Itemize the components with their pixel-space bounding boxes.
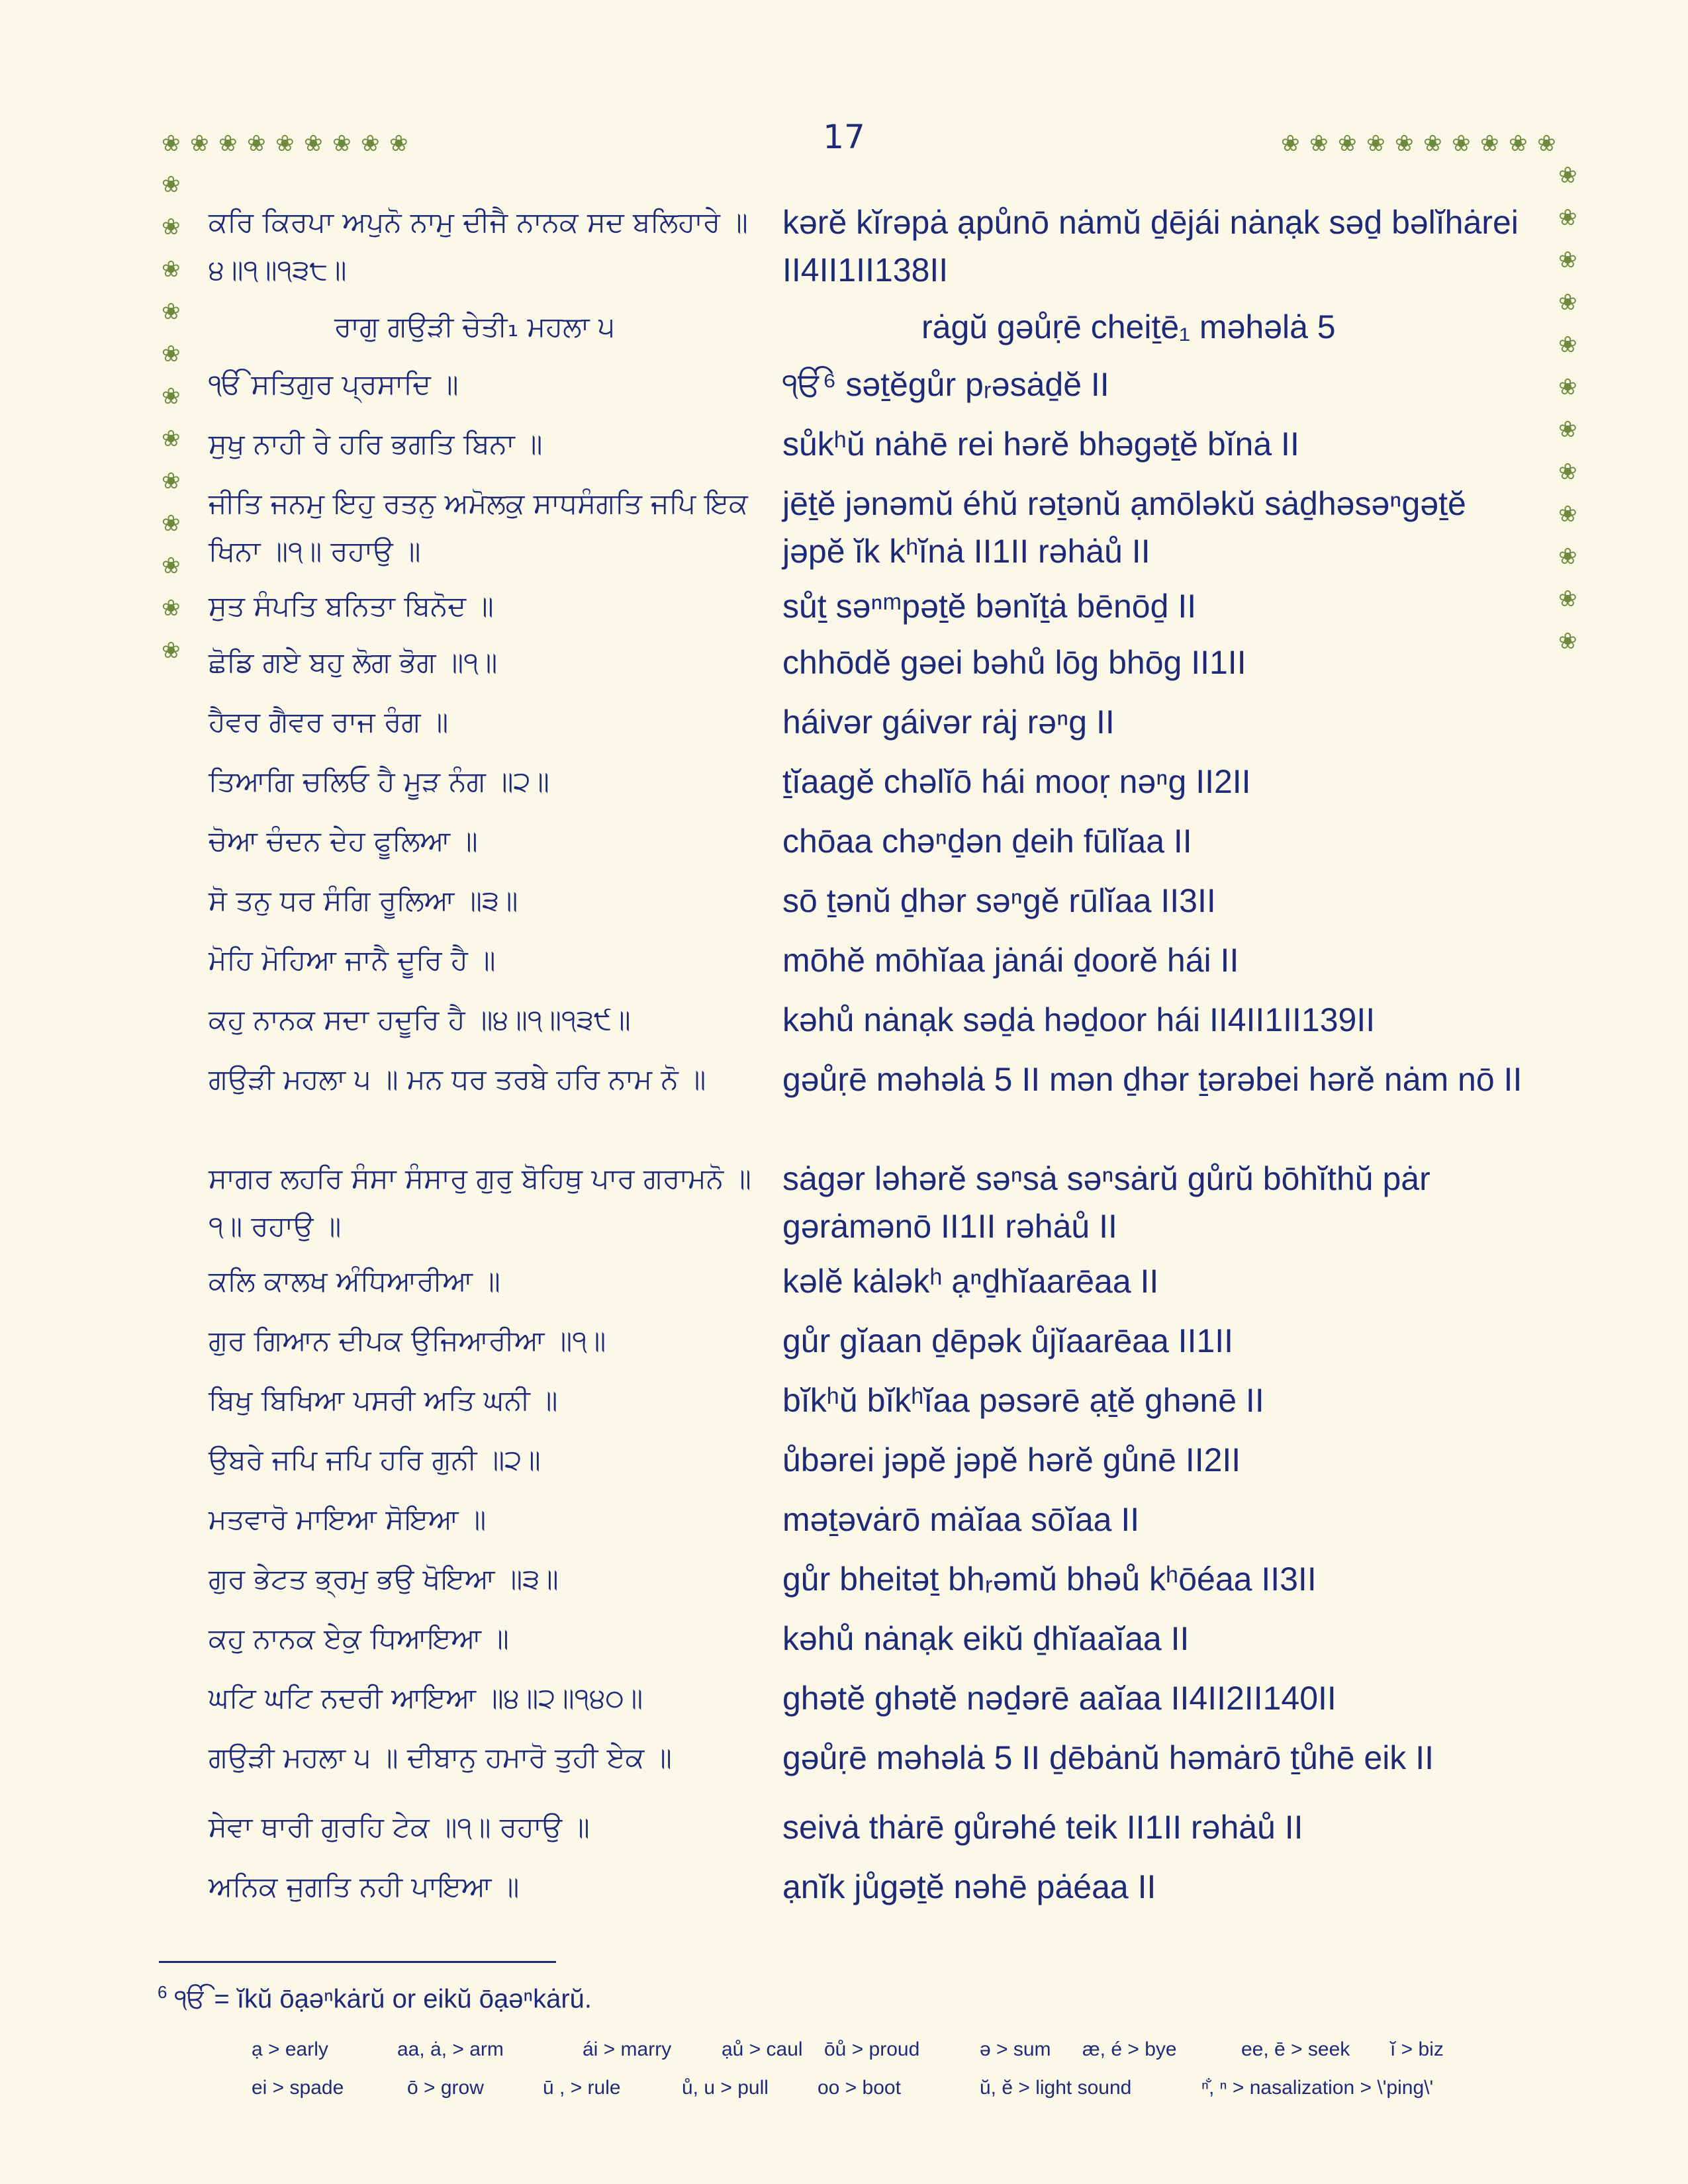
verse-line	[0, 698, 1688, 746]
key-entry: ōů > proud	[824, 2038, 920, 2060]
footnote	[158, 1982, 592, 2014]
key-entry: ū , > rule	[543, 2077, 621, 2099]
flower-icon: ❀	[247, 130, 266, 157]
flower-icon: ❀	[1558, 416, 1577, 443]
gurmukhi-text: ਮੋਹਿ ਮੋਹਿਆ ਜਾਨੈ ਦੂਰਿ ਹੈ ॥	[209, 944, 496, 976]
key-entry: ů, u > pull	[682, 2077, 769, 2099]
flower-icon: ❀	[1509, 130, 1528, 157]
key-entry: ei > spade	[252, 2077, 344, 2099]
gurmukhi-text: ਗਉੜੀ ਮਹਲਾ ੫ ॥ ਮਨ ਧਰ ਤਰਬੇ ਹਰਿ ਨਾਮ ਨੋ ॥	[209, 1063, 706, 1095]
gurmukhi-text: ਗੁਰ ਭੇਟਤ ਭ੍ਰਮੁ ਭਉ ਖੋਇਆ ॥੩॥	[209, 1563, 559, 1595]
flower-icon: ❀	[162, 426, 181, 452]
verse-line	[0, 1615, 1688, 1662]
flower-icon: ❀	[1558, 374, 1577, 400]
transliteration-text: kəhů nȧnạk eikŭ ḏhĭaaĭaa II	[782, 1620, 1190, 1657]
flower-icon: ❀	[162, 468, 181, 494]
verse-line	[0, 1436, 1688, 1484]
transliteration-text: bĭkʰŭ bĭkʰĭaa pəsərē ạṯĕ ghənē II	[782, 1382, 1264, 1419]
transliteration-text: gəůṛē məhəlȧ 5 II mən ḏhər ṯərəbei hərĕ nȧm nō II	[782, 1061, 1523, 1098]
flower-icon: ❀	[1558, 162, 1577, 189]
flower-icon: ❀	[162, 595, 181, 621]
flower-icon: ❀	[1395, 130, 1414, 157]
gurmukhi-text: ਕਹੁ ਨਾਨਕ ਏਕੁ ਧਿਆਇਆ ॥	[209, 1622, 509, 1655]
flower-icon: ❀	[1558, 628, 1577, 655]
flower-icon: ❀	[1338, 130, 1357, 157]
flower-icon: ❀	[162, 298, 181, 325]
flower-icon: ❀	[1558, 205, 1577, 231]
verse-line	[0, 1155, 1688, 1250]
gurmukhi-text: ਜੀਤਿ ਜਨਮੁ ਇਹੁ ਰਤਨੁ ਅਮੋਲਕੁ ਸਾਧਸੰਗਤਿ ਜਪਿ ਇਕ ਖਿਨਾ ॥੧॥ ਰਹਾਉ ॥	[209, 487, 748, 567]
key-entry: ĭ > biz	[1390, 2038, 1444, 2060]
flower-icon: ❀	[1558, 289, 1577, 316]
flower-icon: ❀	[162, 214, 181, 240]
verse-line	[0, 480, 1688, 579]
gurmukhi-text: ਗੁਰ ਗਿਆਨ ਦੀਪਕ ਉਜਿਆਰੀਆ ॥੧॥	[209, 1324, 606, 1357]
gurmukhi-text: ਅਨਿਕ ਜੁਗਤਿ ਨਹੀ ਪਾਇਆ ॥	[209, 1870, 520, 1903]
transliteration-text: rȧgŭ gəůṛē cheiṯē₁ məhəlȧ 5	[921, 308, 1336, 345]
key-entry: aa, ȧ, > arm	[397, 2038, 504, 2060]
flower-icon: ❀	[162, 341, 181, 367]
verse-line	[0, 758, 1688, 805]
transliteration-text: ůbərei jəpĕ jəpĕ hərĕ gůnē II2II	[782, 1441, 1241, 1479]
flower-icon: ❀	[361, 130, 380, 157]
verse-line	[0, 416, 1688, 468]
verse-line	[0, 1803, 1688, 1851]
gurmukhi-text: ਸੋ ਤਨੁ ਧਰ ਸੰਗਿ ਰੂਲਿਆ ॥੩॥	[209, 884, 518, 917]
flower-icon: ❀	[1558, 586, 1577, 612]
transliteration-text: kəlĕ kȧləkʰ ạⁿḏhĭaarēaa II	[782, 1263, 1159, 1300]
gurmukhi-text: ਚੋਆ ਚੰਦਨ ਦੇਹ ਫੂਲਿਆ ॥	[209, 825, 478, 857]
key-entry: ŭ, ĕ > light sound	[980, 2077, 1132, 2099]
verse-line	[0, 1377, 1688, 1424]
flower-icon: ❀	[332, 130, 352, 157]
flower-icon: ❀	[1558, 543, 1577, 570]
transliteration-text: məṯəvȧrō mȧĭaa sōĭaa II	[782, 1501, 1140, 1538]
flower-icon: ❀	[1423, 130, 1442, 157]
flower-icon: ❀	[218, 130, 238, 157]
flower-icon: ❀	[1558, 332, 1577, 358]
transliteration-text: mōhĕ mōhĭaa jȧnái ḏoorĕ hái II	[782, 942, 1239, 979]
flower-icon: ❀	[1366, 130, 1385, 157]
key-entry: ạů > caul	[722, 2038, 803, 2060]
transliteration-text: chhōdĕ gəei bəhů lōg bhōg II1II	[782, 644, 1246, 681]
verse-line	[0, 936, 1688, 984]
gurmukhi-text: ਸੁਤ ਸੰਪਤਿ ਬਨਿਤਾ ਬਿਨੋਦ ॥	[209, 590, 494, 622]
flower-icon: ❀	[162, 553, 181, 579]
verse-line	[0, 1496, 1688, 1543]
flower-icon: ❀	[162, 130, 181, 157]
verse-line	[0, 199, 1688, 294]
transliteration-text: ੴ⁶ səṯĕgůr pᵣəsȧḏĕ II	[782, 366, 1109, 403]
transliteration-text: sō ṯənŭ ḏhər səⁿgĕ rūlĭaa II3II	[782, 882, 1216, 919]
verse-line	[0, 877, 1688, 925]
transliteration-text: gəůṛē məhəlȧ 5 II ḏēbȧnŭ həmȧrō ṯůhē eik II	[782, 1739, 1434, 1776]
flower-icon: ❀	[304, 130, 323, 157]
transliteration-text: chōaa chəⁿḏən ḏeih fūlĭaa II	[782, 823, 1192, 860]
verse-line	[0, 639, 1688, 686]
gurmukhi-text: ਛੋਡਿ ਗਏ ਬਹੁ ਲੋਗ ਭੋਗ ॥੧॥	[209, 646, 498, 678]
flower-icon: ❀	[389, 130, 408, 157]
verse-line	[0, 1734, 1688, 1782]
flower-icon: ❀	[1452, 130, 1471, 157]
key-entry: ə > sum	[980, 2038, 1051, 2060]
transliteration-text: gůr bheitəṯ bhᵣəmŭ bhəů kʰōéaa II3II	[782, 1561, 1317, 1598]
gurmukhi-text: ਕਲਿ ਕਾਲਖ ਅੰਧਿਆਰੀਆ ॥	[209, 1265, 500, 1297]
gurmukhi-text: ਕਰਿ ਕਿਰਪਾ ਅਪੁਨੋ ਨਾਮੁ ਦੀਜੈ ਨਾਨਕ ਸਦ ਬਲਿਹਾਰੇ ॥੪॥੧॥੧੩੮॥	[209, 206, 748, 286]
flower-icon: ❀	[1537, 130, 1556, 157]
transliteration-text: kəhů nȧnạk səḏȧ həḏoor hái II4II1II139II	[782, 1001, 1376, 1038]
transliteration-text: gůr gĭaan ḏēpək ůjĭaarēaa II1II	[782, 1322, 1234, 1359]
footnote-divider	[159, 1961, 556, 1963]
flower-icon: ❀	[162, 637, 181, 664]
flower-icon: ❀	[162, 171, 181, 198]
transliteration-text: sȧgər ləhərĕ səⁿsȧ səⁿsȧrŭ gůrŭ bōhĭthŭ pȧr gərȧmənō II1II rəhȧů II	[782, 1160, 1430, 1245]
verse-line	[0, 361, 1688, 408]
verse-line	[0, 1555, 1688, 1603]
verse-line	[0, 996, 1688, 1044]
key-entry: ạ > early	[252, 2038, 328, 2060]
transliteration-text: ạnĭk jůgəṯĕ nəhē pȧéaa II	[782, 1868, 1156, 1905]
flower-icon: ❀	[162, 510, 181, 537]
verse-line	[0, 582, 1688, 630]
verse-line	[0, 1863, 1688, 1911]
gurmukhi-text: ਉਬਰੇ ਜਪਿ ਜਪਿ ਹਰਿ ਗੁਨੀ ॥੨॥	[209, 1443, 541, 1476]
verse-line	[0, 817, 1688, 865]
gurmukhi-text: ੴ ਸਤਿਗੁਰ ਪ੍ਰਸਾਦਿ ॥	[209, 368, 459, 400]
verse-line	[0, 1056, 1688, 1151]
verse-line	[0, 1257, 1688, 1305]
flower-icon: ❀	[1309, 130, 1329, 157]
transliteration-text: sůṯ səⁿᵐpəṯĕ bənĭṯȧ bēnōḏ II	[782, 588, 1197, 625]
transliteration-text: ghətĕ ghətĕ nəḏərē aaĭaa II4II2II140II	[782, 1680, 1336, 1717]
gurmukhi-text: ਹੈਵਰ ਗੈਵਰ ਰਾਜ ਰੰਗ ॥	[209, 705, 449, 738]
gurmukhi-text: ਸੇਵਾ ਥਾਰੀ ਗੁਰਹਿ ਟੇਕ ॥੧॥ ਰਹਾਉ ॥	[209, 1811, 590, 1843]
key-entry: oo > boot	[818, 2077, 901, 2099]
key-entry: ō > grow	[407, 2077, 484, 2099]
section-heading	[0, 303, 1688, 351]
flower-icon: ❀	[162, 383, 181, 410]
flower-icon: ❀	[190, 130, 209, 157]
transliteration-text: jēṯĕ jənəmŭ éhŭ rəṯənŭ ạmōləkŭ sȧḏhəsəⁿgəṯĕ jəpĕ ĭk kʰĭnȧ II1II rəhȧů II	[782, 485, 1466, 570]
flower-icon: ❀	[162, 256, 181, 283]
gurmukhi-text: ਸੁਖੁ ਨਾਹੀ ਰੇ ਹਰਿ ਭਗਤਿ ਬਿਨਾ ॥	[209, 428, 543, 460]
gurmukhi-text: ਤਿਆਗਿ ਚਲਿਓ ਹੈ ਮੂੜ ਨੰਗ ॥੨॥	[209, 765, 549, 797]
transliteration-text: sůkʰŭ nȧhē rei hərĕ bhəgəṯĕ bĭnȧ II	[782, 426, 1299, 463]
verse-line	[0, 1317, 1688, 1365]
flower-icon: ❀	[1281, 130, 1300, 157]
gurmukhi-text: ਘਟਿ ਘਟਿ ਨਦਰੀ ਆਇਆ ॥੪॥੨॥੧੪੦॥	[209, 1682, 643, 1714]
footnote-marker: 6	[158, 1982, 167, 2002]
key-entry: æ, é > bye	[1082, 2038, 1177, 2060]
verse-line	[0, 1674, 1688, 1722]
gurmukhi-text: ਕਹੁ ਨਾਨਕ ਸਦਾ ਹਦੂਰਿ ਹੈ ॥੪॥੧॥੧੩੯॥	[209, 1003, 631, 1036]
key-entry: ái > marry	[583, 2038, 672, 2060]
page-number: 17	[823, 118, 865, 156]
transliteration-text: ṯĭaagĕ chəlĭō hái mooṛ nəⁿg II2II	[782, 763, 1251, 800]
gurmukhi-text: ਗਉੜੀ ਮਹਲਾ ੫ ॥ ਦੀਬਾਨੁ ਹਮਾਰੋ ਤੁਹੀ ਏਕ ॥	[209, 1741, 672, 1774]
key-entry: ee, ē > seek	[1241, 2038, 1350, 2060]
transliteration-text: kərĕ kĭrəpȧ ạpůnō nȧmŭ ḏējái nȧnạk səḏ bəlĭhȧrei II4II1II138II	[782, 204, 1519, 289]
gurmukhi-text: ਰਾਗੁ ਗਉੜੀ ਚੇਤੀ₁ ਮਹਲਾ ੫	[334, 310, 615, 343]
transliteration-text: seivȧ thȧrē gůrəhé teik II1II rəhȧů II	[782, 1809, 1303, 1846]
flower-icon: ❀	[275, 130, 295, 157]
flower-icon: ❀	[1558, 247, 1577, 273]
footnote-text: ੴ = ĭkŭ ōạəⁿkȧrŭ or eikŭ ōạəⁿkȧrŭ.	[174, 1984, 592, 2014]
transliteration-text: háivər gáivər rȧj rəⁿg II	[782, 704, 1115, 741]
gurmukhi-text: ਮਤਵਾਰੋ ਮਾਇਆ ਸੋਇਆ ॥	[209, 1503, 487, 1535]
flower-icon: ❀	[1558, 459, 1577, 485]
flower-icon: ❀	[1480, 130, 1499, 157]
gurmukhi-text: ਬਿਖੁ ਬਿਖਿਆ ਪਸਰੀ ਅਤਿ ਘਨੀ ॥	[209, 1384, 558, 1416]
gurmukhi-text: ਸਾਗਰ ਲਹਰਿ ਸੰਸਾ ਸੰਸਾਰੁ ਗੁਰੁ ਬੋਹਿਥੁ ਪਾਰ ਗਰਾਮਨੋ ॥੧॥ ਰਹਾਉ ॥	[209, 1162, 751, 1242]
flower-icon: ❀	[1558, 501, 1577, 527]
key-entry: ⁿ̐, ⁿ > nasalization > \'ping\'	[1201, 2077, 1434, 2099]
